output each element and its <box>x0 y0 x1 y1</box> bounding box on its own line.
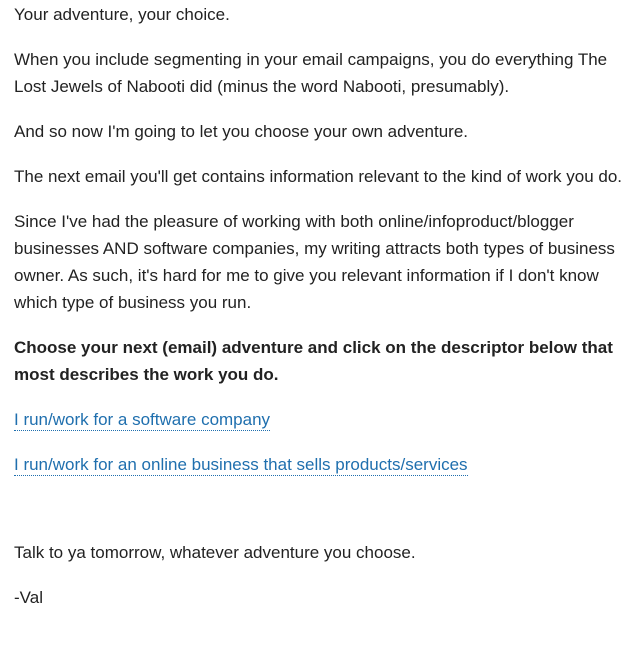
call-to-action: Choose your next (email) adventure and click on the descriptor below that most describes the work you do. <box>14 338 613 384</box>
link-row-online-business <box>14 451 634 478</box>
email-body <box>14 1 634 629</box>
software-company-link[interactable]: I run/work for a software company <box>14 410 271 429</box>
signature: -Val <box>14 588 43 607</box>
paragraph-business-types: Since I've had the pleasure of working with both online/infoproduct/blogger businesses AND software companies, my writing attracts both types of business owner. As such, it's hard for me to give you relevant information if I don't know which type of business you run. <box>14 212 615 312</box>
paragraph-segmenting: When you include segmenting in your email campaigns, you do everything The Lost Jewels of Nabooti did (minus the word Nabooti, presumably). <box>14 50 608 96</box>
link-row-software <box>14 406 634 433</box>
intro-line: Your adventure, your choice. <box>14 5 230 24</box>
paragraph-choose-adventure: And so now I'm going to let you choose your own adventure. <box>14 122 469 141</box>
spacer <box>14 496 634 539</box>
paragraph-next-email: The next email you'll get contains information relevant to the kind of work you do. <box>14 167 623 186</box>
signoff-line: Talk to ya tomorrow, whatever adventure you choose. <box>14 543 416 562</box>
online-business-link[interactable]: I run/work for an online business that sells products/services <box>14 455 468 474</box>
